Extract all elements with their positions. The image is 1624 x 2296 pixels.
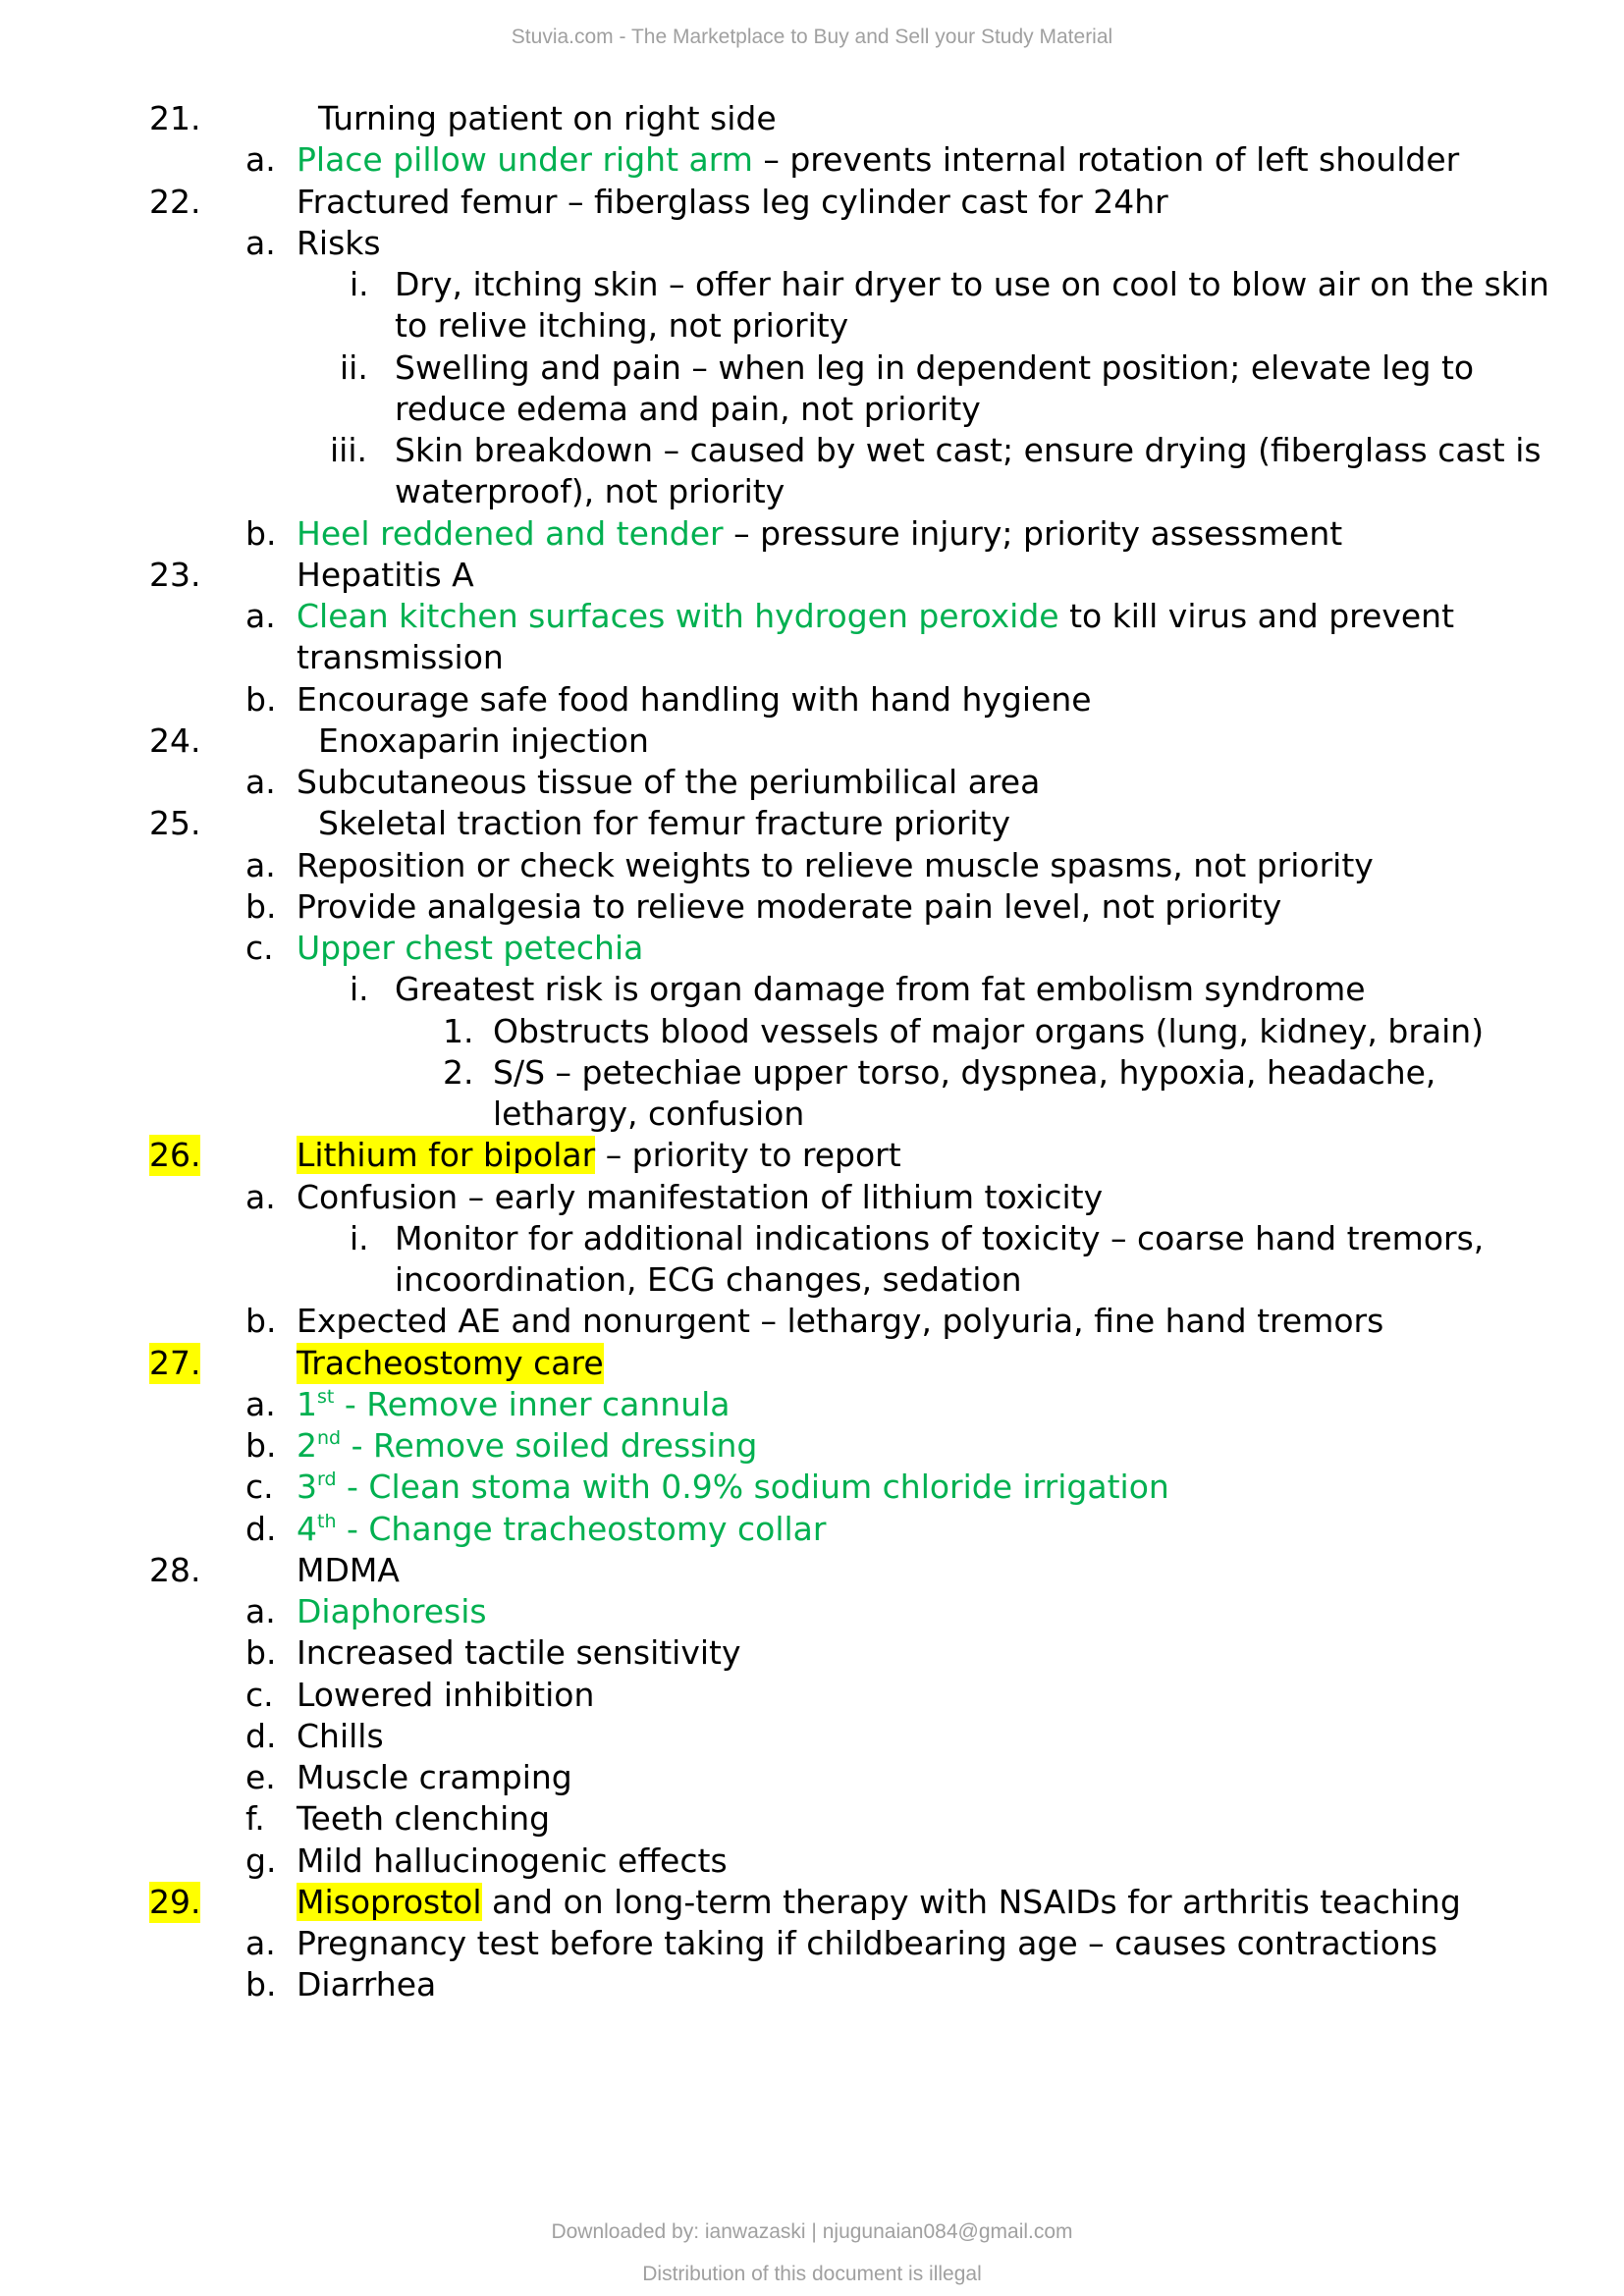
ordinal-suffix: st [317,1385,335,1408]
sub-label: b. [245,1426,277,1465]
item-26 [0,1135,1624,1176]
item-22-a-i [0,264,1624,305]
sub-label: c. [245,1675,274,1714]
item-22-a-ii-cont [0,389,1624,430]
sub-text: Reposition or check weights to relieve muscle spasms, not priority [297,845,1374,884]
item-number: 24. [149,721,201,760]
item-23-b [0,679,1624,721]
sub-text-continued: transmission [297,638,504,677]
step-text: - Change tracheostomy collar [336,1509,827,1548]
item-number: 28. [149,1550,201,1589]
numbered-label: 2. [443,1052,474,1092]
item-22-a-ii [0,347,1624,389]
item-27-d [0,1509,1624,1550]
roman-label: ii. [340,347,368,387]
sub-text: Lowered inhibition [297,1675,595,1714]
item-25-a [0,845,1624,886]
key-answer-text: Upper chest petechia [297,929,644,967]
item-28 [0,1550,1624,1591]
highlighted-title: Lithium for bipolar [297,1136,596,1175]
sub-label: g. [245,1841,277,1880]
sub-text: Expected AE and nonurgent – lethargy, polyuria, fine hand tremors [297,1302,1384,1341]
distribution-notice: Distribution of this document is illegal [642,2263,982,2285]
highlighted-title: Misoprostol [297,1882,482,1921]
item-number: 21. [149,99,201,137]
item-28-d [0,1716,1624,1757]
roman-text: Skin breakdown – caused by wet cast; ensure drying (fiberglass cast is [395,431,1542,469]
item-22-a-iii-cont [0,471,1624,512]
roman-label: i. [350,970,369,1009]
roman-text: Swelling and pain – when leg in dependent position; elevate leg to [395,347,1475,387]
item-28-e [0,1757,1624,1798]
sub-text: Encourage safe food handling with hand hygiene [297,679,1092,719]
item-28-a [0,1591,1624,1632]
key-answer-text: Clean kitchen surfaces with hydrogen peroxide [297,597,1059,635]
ordinal-suffix: th [317,1510,337,1532]
item-25-c-i [0,969,1624,1010]
sub-label: c. [245,929,274,967]
item-23-a [0,596,1624,637]
item-title: Turning patient on right side [318,99,777,137]
item-25 [0,803,1624,844]
numbered-text: S/S – petechiae upper torso, dyspnea, hypoxia, headache, [493,1052,1436,1092]
highlighted-title: Tracheostomy care [297,1343,604,1382]
item-26-b [0,1301,1624,1342]
download-notice: Downloaded by: ianwazaski | njugunaian084@gmail.com [551,2220,1073,2243]
item-number-highlighted: 27. [149,1343,201,1382]
item-28-b [0,1632,1624,1674]
item-21 [0,98,1624,139]
sub-label: b. [245,1965,277,2004]
roman-label: i. [350,1218,369,1257]
sub-text: Confusion – early manifestation of lithium toxicity [297,1177,1104,1216]
ordinal-suffix: rd [317,1468,337,1491]
sub-text: – prevents internal rotation of left shoulder [752,140,1460,180]
sub-text: Diarrhea [297,1965,437,2004]
ordinal-suffix: nd [317,1427,342,1449]
item-28-c [0,1675,1624,1716]
roman-label: i. [350,265,369,303]
numbered-text: Obstructs blood vessels of major organs (lung, kidney, brain) [493,1011,1485,1050]
item-27 [0,1343,1624,1384]
sub-label: b. [245,513,277,553]
sub-label: a. [245,1177,276,1216]
item-number: 25. [149,804,201,843]
item-number: 23. [149,555,201,594]
sub-label: a. [245,845,276,884]
item-28-g [0,1841,1624,1882]
roman-text-continued: incoordination, ECG changes, sedation [395,1260,1022,1299]
sub-text: Pregnancy test before taking if childbearing age – causes contractions [297,1924,1438,1962]
item-22-a-iii [0,430,1624,471]
item-26-a-i [0,1218,1624,1259]
key-answer-text: Place pillow under right arm [297,140,753,180]
step-number: 4 [297,1509,317,1548]
sub-label: a. [245,140,276,180]
step-text: - Remove inner cannula [334,1384,731,1423]
item-29 [0,1882,1624,1923]
item-25-b [0,886,1624,928]
item-27-c [0,1467,1624,1508]
step-text: - Clean stoma with 0.9% sodium chloride irrigation [336,1468,1169,1507]
item-21-a [0,139,1624,181]
item-26-a [0,1177,1624,1218]
roman-label: iii. [330,431,367,469]
numbered-label: 1. [443,1011,474,1050]
item-title: Fractured femur – fiberglass leg cylinder cast for 24hr [297,182,1168,221]
sub-label: d. [245,1509,277,1548]
item-23 [0,555,1624,596]
sub-label: b. [245,1302,277,1341]
sub-label: e. [245,1758,276,1796]
sub-label: a. [245,1592,276,1630]
item-number: 22. [149,182,201,221]
sub-text: Teeth clenching [297,1799,551,1839]
item-27-a [0,1384,1624,1425]
sub-label: c. [245,1468,274,1507]
item-29-b [0,1964,1624,2005]
sub-label: a. [245,1384,276,1423]
sub-label: d. [245,1716,277,1755]
item-27-b [0,1425,1624,1467]
numbered-text-continued: lethargy, confusion [493,1095,805,1133]
item-25-c-i-1 [0,1011,1624,1052]
roman-text-continued: waterproof), not priority [395,472,785,511]
sub-label: f. [245,1799,265,1839]
roman-text: Greatest risk is organ damage from fat embolism syndrome [395,970,1366,1009]
item-22 [0,182,1624,223]
sub-text: Provide analgesia to relieve moderate pain level, not priority [297,886,1282,926]
item-28-f [0,1798,1624,1840]
roman-text: Monitor for additional indications of toxicity – coarse hand tremors, [395,1218,1485,1257]
item-title-rest: and on long-term therapy with NSAIDs for arthritis teaching [481,1882,1461,1921]
study-notes-list [0,98,1624,2006]
sub-label: a. [245,1924,276,1962]
sub-label: a. [245,763,276,801]
item-25-c-i-2 [0,1052,1624,1094]
item-22-a-i-cont [0,305,1624,347]
item-23-a-cont [0,637,1624,678]
roman-text-continued: to relive itching, not priority [395,306,849,346]
sub-text: to kill virus and prevent [1058,597,1455,635]
item-26-a-i-cont [0,1259,1624,1301]
sub-label: b. [245,679,277,719]
sub-text: Mild hallucinogenic effects [297,1841,728,1880]
step-number: 2 [297,1426,317,1465]
roman-text-continued: reduce edema and pain, not priority [395,389,981,428]
roman-text: Dry, itching skin – offer hair dryer to use on cool to blow air on the skin [395,265,1549,303]
sub-label: a. [245,597,276,635]
sub-label: b. [245,1633,277,1673]
item-title: Enoxaparin injection [318,721,649,760]
sub-text: Increased tactile sensitivity [297,1633,741,1673]
item-24 [0,721,1624,762]
item-25-c-i-2-cont [0,1094,1624,1135]
item-title-rest: – priority to report [595,1136,901,1175]
item-title: MDMA [297,1550,400,1589]
item-title: Skeletal traction for femur fracture priority [318,804,1011,843]
sub-text: Subcutaneous tissue of the periumbilical area [297,763,1041,801]
sub-label: a. [245,223,276,262]
item-number-highlighted: 26. [149,1136,201,1175]
step-number: 3 [297,1468,317,1507]
sub-text: – pressure injury; priority assessment [723,513,1343,553]
item-22-b [0,513,1624,555]
sub-text: Risks [297,223,381,262]
item-number-highlighted: 29. [149,1882,201,1921]
item-22-a [0,223,1624,264]
key-answer-text: Diaphoresis [297,1592,487,1630]
sub-label: b. [245,886,277,926]
sub-text: Muscle cramping [297,1758,572,1796]
item-title: Hepatitis A [297,555,474,594]
key-answer-text: Heel reddened and tender [297,513,724,553]
item-25-c [0,928,1624,969]
stuvia-header-watermark: Stuvia.com - The Marketplace to Buy and Sell your Study Material [511,26,1113,48]
sub-text: Chills [297,1716,384,1755]
step-text: - Remove soiled dressing [341,1426,758,1465]
item-29-a [0,1923,1624,1964]
step-number: 1 [297,1384,317,1423]
item-24-a [0,762,1624,803]
